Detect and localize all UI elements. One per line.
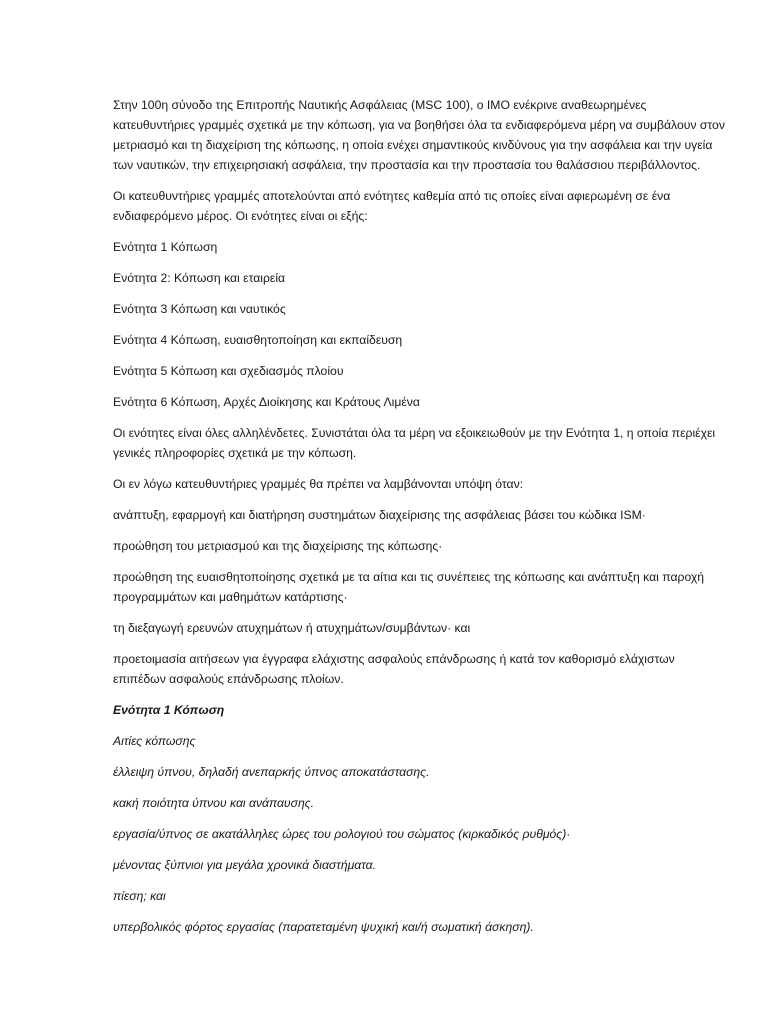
consider-item: προώθηση της ευαισθητοποίησης σχετικά με τα αίτια και τις συνέπειες της κόπωσης και ανάπτυξη και παροχή προγραμμάτων και μαθημάτων κατάρτισης· [113, 570, 705, 604]
guidelines-intro-paragraph: Οι κατευθυντήριες γραμμές αποτελούνται από ενότητες καθεμία από τις οποίες είναι αφιερωμένη σε ένα ενδιαφερόμενο μέρος. Οι ενότητες είναι οι εξής: [113, 189, 671, 223]
section-heading: Ενότητα 1 Κόπωση [113, 703, 225, 717]
module-item: Ενότητα 6 Κόπωση, Αρχές Διοίκησης και Κράτους Λιμένα [113, 395, 420, 409]
module-item: Ενότητα 5 Κόπωση και σχεδιασμός πλοίου [113, 364, 344, 378]
consider-item: προετοιμασία αιτήσεων για έγγραφα ελάχιστης ασφαλούς επάνδρωσης ή κατά τον καθορισμό ελάχιστων επιπέδων ασφαλούς επάνδρωσης πλοίων. [113, 652, 675, 686]
cause-item: εργασία/ύπνος σε ακατάλληλες ώρες του ρολογιού του σώματος (κιρκαδικός ρυθμός)· [113, 827, 571, 841]
consider-intro-paragraph: Οι εν λόγω κατευθυντήριες γραμμές θα πρέπει να λαμβάνονται υπόψη όταν: [113, 477, 524, 491]
cause-item: έλλειψη ύπνου, δηλαδή ανεπαρκής ύπνος αποκατάστασης. [113, 765, 430, 779]
consider-item: τη διεξαγωγή ερευνών ατυχημάτων ή ατυχημάτων/συμβάντων· και [113, 621, 471, 635]
consider-item: προώθηση του μετριασμού και της διαχείρισης της κόπωσης· [113, 539, 443, 553]
cause-item: υπερβολικός φόρτος εργασίας (παρατεταμένη ψυχική και/ή σωματική άσκηση). [113, 920, 534, 934]
cause-item: μένοντας ξύπνιοι για μεγάλα χρονικά διαστήματα. [113, 858, 376, 872]
intro-paragraph: Στην 100η σύνοδο της Επιτροπής Ναυτικής Ασφάλειας (MSC 100), ο IMO ενέκρινε αναθεωρημένες κατευθυντήριες γραμμές σχετικά με την κόπωση, για να βοηθήσει όλα τα ενδιαφερόμενα μέρη να συμβάλουν στον μετριασμό και τη διαχείριση της κόπωσης, η οποία ενέχει σημαντικούς κινδύνους για την ασφάλεια και την υγεία των ναυτικών, την επιχειρησιακή ασφάλεια, την προστασία και την προστασία του θαλάσσιου περιβάλλοντος. [113, 98, 725, 172]
cause-item: πίεση; και [113, 889, 166, 903]
causes-heading: Αιτίες κόπωσης [113, 734, 196, 748]
module-item: Ενότητα 4 Κόπωση, ευαισθητοποίηση και εκπαίδευση [113, 333, 403, 347]
module-item: Ενότητα 2: Κόπωση και εταιρεία [113, 271, 286, 285]
module-item: Ενότητα 1 Κόπωση [113, 240, 218, 254]
consider-item: ανάπτυξη, εφαρμογή και διατήρηση συστημάτων διαχείρισης της ασφάλειας βάσει του κώδικα ISM· [113, 508, 646, 522]
interrelated-paragraph: Οι ενότητες είναι όλες αλληλένδετες. Συνιστάται όλα τα μέρη να εξοικειωθούν με την Ενότητα 1, η οποία περιέχει γενικές πληροφορίες σχετικά με την κόπωση. [113, 426, 716, 460]
cause-item: κακή ποιότητα ύπνου και ανάπαυσης. [113, 796, 315, 810]
module-item: Ενότητα 3 Κόπωση και ναυτικός [113, 302, 286, 316]
